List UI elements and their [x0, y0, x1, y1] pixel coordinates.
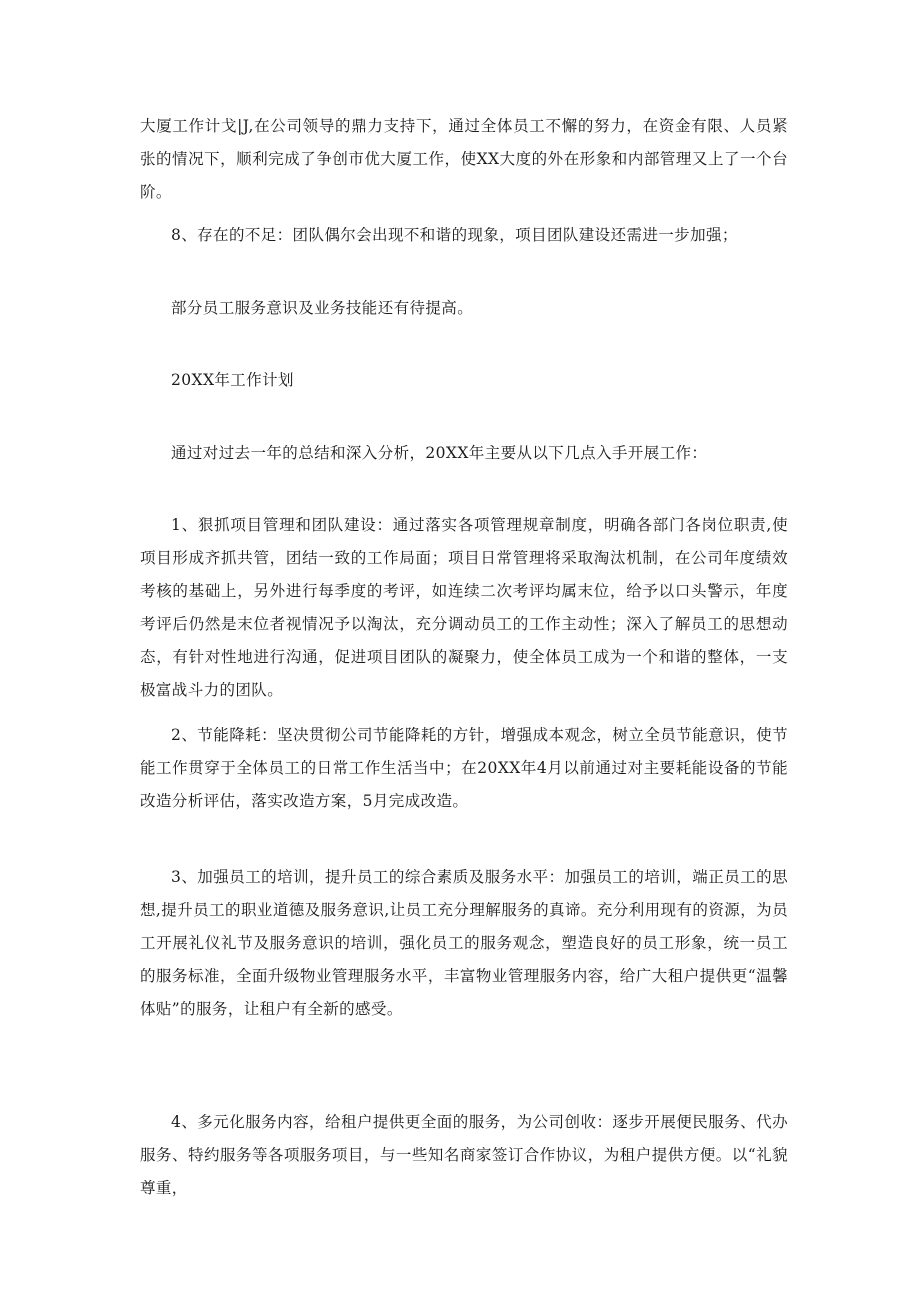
paragraph-item-2: 2、节能降耗：坚决贯彻公司节能降耗的方针，增强成本观念，树立全员节能意识，使节能工作贯穿于全体员工的日常工作生活当中；在20XX年4月以前通过对主要耗能设备的节能改造分析评估，落实改造方案，5月完成改造。 [140, 726, 788, 810]
paragraph-plan-intro: 通过对过去一年的总结和深入分析，20XX年主要从以下几点入手开展工作： [171, 444, 708, 462]
paragraph-shortcomings: 8、存在的不足：团队偶尔会出现不和谐的现象，项目团队建设还需进一步加强； [171, 226, 738, 244]
paragraph-item-4: 4、多元化服务内容，给租户提供更全面的服务，为公司创收：逐步开展便民服务、代办服务、特约服务等各项服务项目，与一些知名商家签订合作协议，为租户提供方便。以“礼貌尊重， [140, 1113, 788, 1197]
paragraph-continuation: 大厦工作计戈|J,在公司领导的鼎力支持下，通过全体员工不懈的努力，在资金有限、人员紧张的情况下，顺利完成了争创市优大厦工作，使XX大度的外在形象和内部管理又上了一个台阶。 [140, 117, 788, 201]
section-heading-work-plan: 20XX年工作计划 [171, 371, 294, 389]
paragraph-item-3: 3、加强员工的培训，提升员工的综合素质及服务水平：加强员工的培训，端正员工的思想,提升员工的职业道德及服务意识,让员工充分理解服务的真谛。充分利用现有的资源，为员工开展礼仪礼节及服务意识的培训，强化员工的服务观念，塑造良好的员工形象，统一员工的服务标准，全面升级物业管理服务水平，丰富物业管理服务内容，给广大租户提供更“温馨体贴”的服务，让租户有全新的感受。 [140, 868, 788, 1018]
paragraph-item-1: 1、狠抓项目管理和团队建设：通过落实各项管理规章制度，明确各部门各岗位职责,使项目形成齐抓共管，团结一致的工作局面；项目日常管理将采取淘汰机制，在公司年度绩效考核的基础上，另外进行每季度的考评，如连续二次考评均属末位，给予以口头警示，年度考评后仍然是末位者视情况予以淘汰，充分调动员工的工作主动性；深入了解员工的思想动态，有针对性地进行沟通，促进项目团队的凝聚力，使全体员工成为一个和谐的整体，一支极富战斗力的团队。 [140, 516, 788, 699]
paragraph-shortcomings-cont: 部分员工服务意识及业务技能还有待提高。 [171, 299, 474, 317]
